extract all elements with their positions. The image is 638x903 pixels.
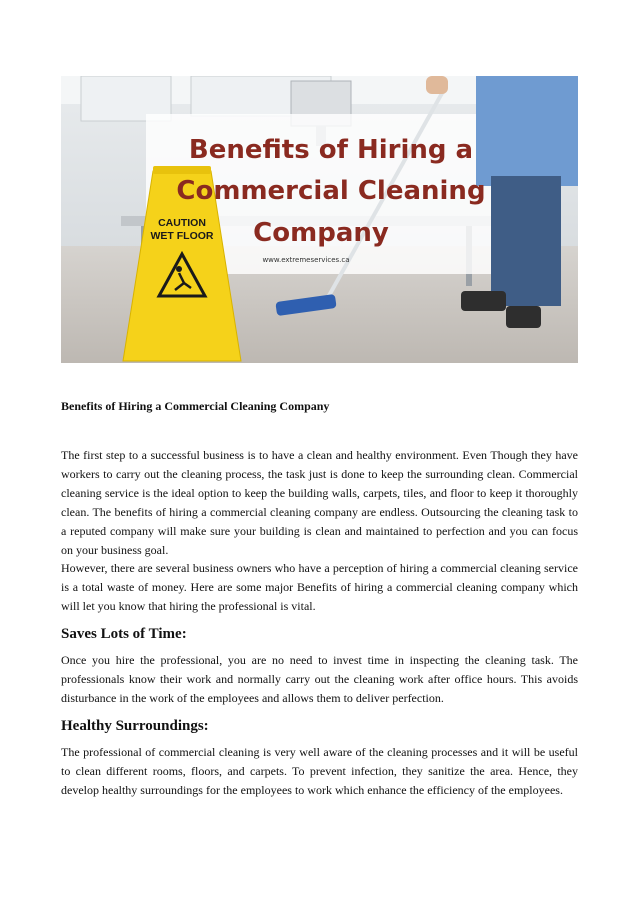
banner-line1: Benefits of Hiring a: [188, 135, 474, 165]
document-title: Benefits of Hiring a Commercial Cleaning Company: [61, 399, 330, 413]
banner-url: www.extremeservices.ca: [262, 256, 350, 264]
section-text-saves-time: Once you hire the professional, you are no need to invest time in inspecting the cleaning task. The professionals know their work and normally carry out the cleaning work after office hours. This avoids disturbance in the work of the employees and allows them to deliver perfection.: [61, 653, 578, 705]
banner-line3: Company: [253, 218, 389, 248]
banner-line2: Commercial Cleaning: [176, 176, 486, 206]
section-heading-saves-time: Saves Lots of Time:: [61, 626, 187, 642]
section-text-healthy: The professional of commercial cleaning is very well aware of the cleaning processes and it will be useful to clean different rooms, floors, and carpets. To prevent infection, they sanitize the area. Hence, they develop healthy surroundings for the employees to work which enhance the efficiency of the employees.: [61, 745, 578, 797]
sign-line2: WET FLOOR: [150, 230, 214, 242]
paragraph-intro: The first step to a successful business is to have a clean and healthy environment. Even Though they have workers to carry out the cleaning process, the task just is done to keep the surrounding clean. Commercial cleaning service is the ideal option to keep the building walls, carpets, tiles, and floor to keep it thoroughly clean. The benefits of hiring a commercial cleaning company are endless. Outsourcing the cleaning task to a reputed company will make sure your building is clean and maintained to perfection and you can focus on your business goal.: [61, 448, 578, 557]
sign-line1: CAUTION: [158, 217, 206, 229]
hero-image: [61, 76, 578, 363]
paragraph-perception: However, there are several business owners who have a perception of hiring a commercial cleaning service is a total waste of money. Here are some major Benefits of hiring a commercial cleaning company which will let you know that hiring the professional is vital.: [61, 561, 578, 613]
section-heading-healthy: Healthy Surroundings:: [61, 718, 209, 734]
